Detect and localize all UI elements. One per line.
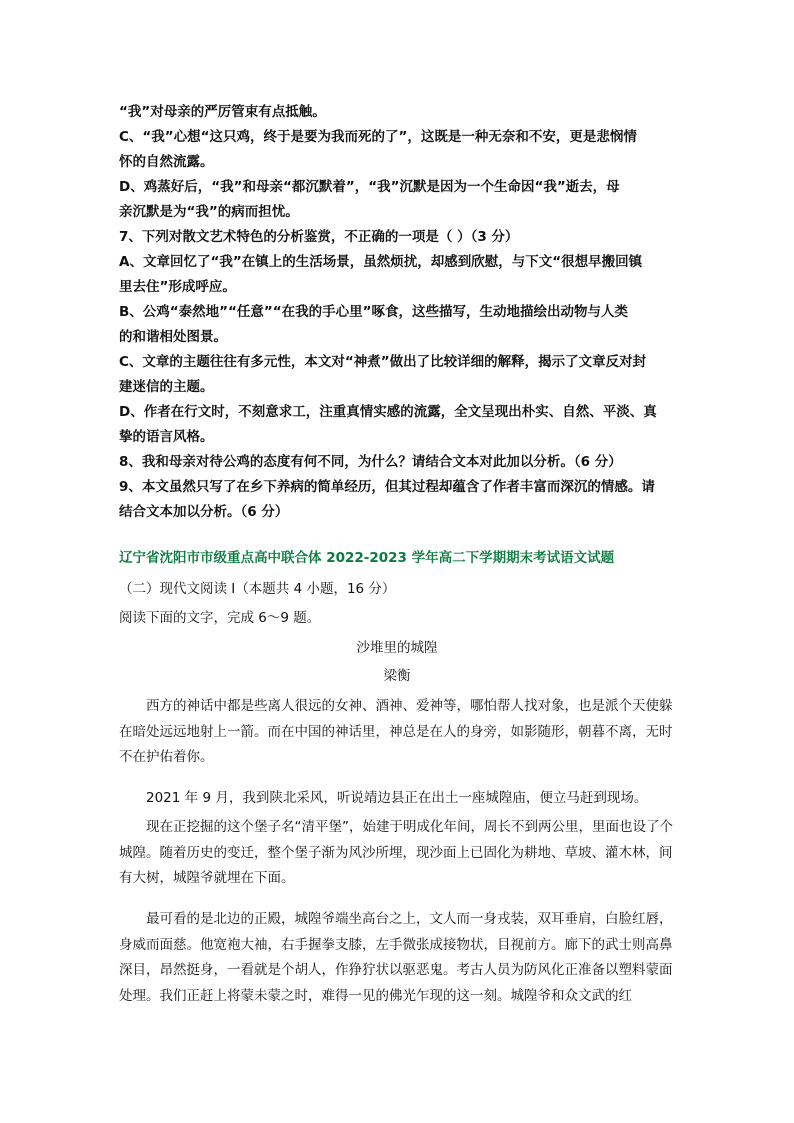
question-7: 7、下列对散文艺术特色的分析鉴赏，不正确的一项是（ ）（3 分） bbox=[119, 229, 519, 245]
question-8: 8、我和母亲对待公鸡的态度有何不同，为什么？请结合文本对此加以分析。（6 分） bbox=[119, 454, 622, 470]
article-author: 梁衡 bbox=[383, 668, 411, 684]
article-paragraph-2: 2021 年 9 月，我到陕北采风，听说靖边县正在出土一座城隍庙，便立马赶到现场。 bbox=[146, 790, 648, 806]
q7-option-c-line2: 建迷信的主题。 bbox=[119, 379, 214, 395]
q7-option-d-line2: 挚的语言风格。 bbox=[119, 429, 214, 445]
q7-option-a-line2: 里去住”形成呼应。 bbox=[119, 279, 236, 295]
question-9-line2: 结合文本加以分析。（6 分） bbox=[119, 504, 289, 520]
section-heading: （二）现代文阅读 I（本题共 4 小题，16 分） bbox=[119, 581, 396, 597]
article-paragraph-3: 现在正挖掘的这个堡子名“清平堡”，始建于明成化年间，周长不到两公里，里面也设了个城隍。随着历史的变迁，整个堡子渐为风沙所埋，现沙面上已固化为耕地、草坡、灌木林，间有大树，城隍爷就埋在下面。 bbox=[119, 819, 673, 886]
question-9-line1: 9、本文虽然只写了在乡下养病的简单经历，但其过程却蕴含了作者丰富而深沉的情感。请 bbox=[119, 479, 655, 495]
q6-option-c-line2: 怀的自然流露。 bbox=[119, 154, 214, 170]
q7-option-b-line1: B、公鸡“泰然地”“任意”“在我的手心里”啄食，这些描写，生动地描绘出动物与人类 bbox=[119, 304, 629, 320]
q7-option-a-line1: A、文章回忆了“我”在镇上的生活场景，虽然烦扰，却感到欣慰，与下文“很想早搬回镇 bbox=[119, 254, 643, 270]
source-line: 辽宁省沈阳市市级重点高中联合体 2022-2023 学年高二下学期期末考试语文试题 bbox=[119, 550, 615, 566]
article-paragraph-4: 最可看的是北边的正殿，城隍爷端坐高台之上，文人而一身戎装，双耳垂肩，白脸红唇，身威而面慈。他宽袍大袖，右手握拳支膝，左手微张成接物状，目视前方。廊下的武士则高鼻深目，昂然挺身，一看就是个胡人，作狰狞状以驱恶鬼。考古人员为防风化正准备以塑料蒙面处理。我们正赶上将蒙未蒙之时，难得一见的佛光乍现的这一刻。城隍爷和众文武的红 bbox=[119, 911, 673, 1004]
q6-option-d-line1: D、鸡蒸好后，“我”和母亲“都沉默着”，“我”沉默是因为一个生命因“我”逝去，母 bbox=[119, 179, 620, 195]
q7-option-b-line2: 的和谐相处图景。 bbox=[119, 329, 227, 345]
article-paragraph-1: 西方的神话中都是些离人很远的女神、酒神、爱神等，哪怕帮人找对象，也是派个天使躲在暗处远远地射上一箭。而在中国的神话里，神总是在人的身旁，如影随形，朝暮不离，无时不在护佑着你。 bbox=[119, 698, 673, 765]
q6-option-d-line2: 亲沉默是为“我”的病而担忧。 bbox=[119, 204, 299, 220]
q6-option-tail: “我”对母亲的严厉管束有点抵触。 bbox=[119, 104, 326, 120]
q6-option-c-line1: C、“我”心想“这只鸡，终于是要为我而死的了”，这既是一种无奈和不安，更是悲悯情 bbox=[119, 129, 637, 145]
reading-instruction: 阅读下面的文字，完成 6～9 题。 bbox=[119, 610, 321, 626]
q7-option-c-line1: C、文章的主题往往有多元性，本文对“神煮”做出了比较详细的解释，揭示了文章反对封 bbox=[119, 354, 647, 370]
article-title: 沙堆里的城隍 bbox=[356, 640, 438, 656]
q7-option-d-line1: D、作者在行文时，不刻意求工，注重真情实感的流露，全文呈现出朴实、自然、平淡、真 bbox=[119, 404, 657, 420]
